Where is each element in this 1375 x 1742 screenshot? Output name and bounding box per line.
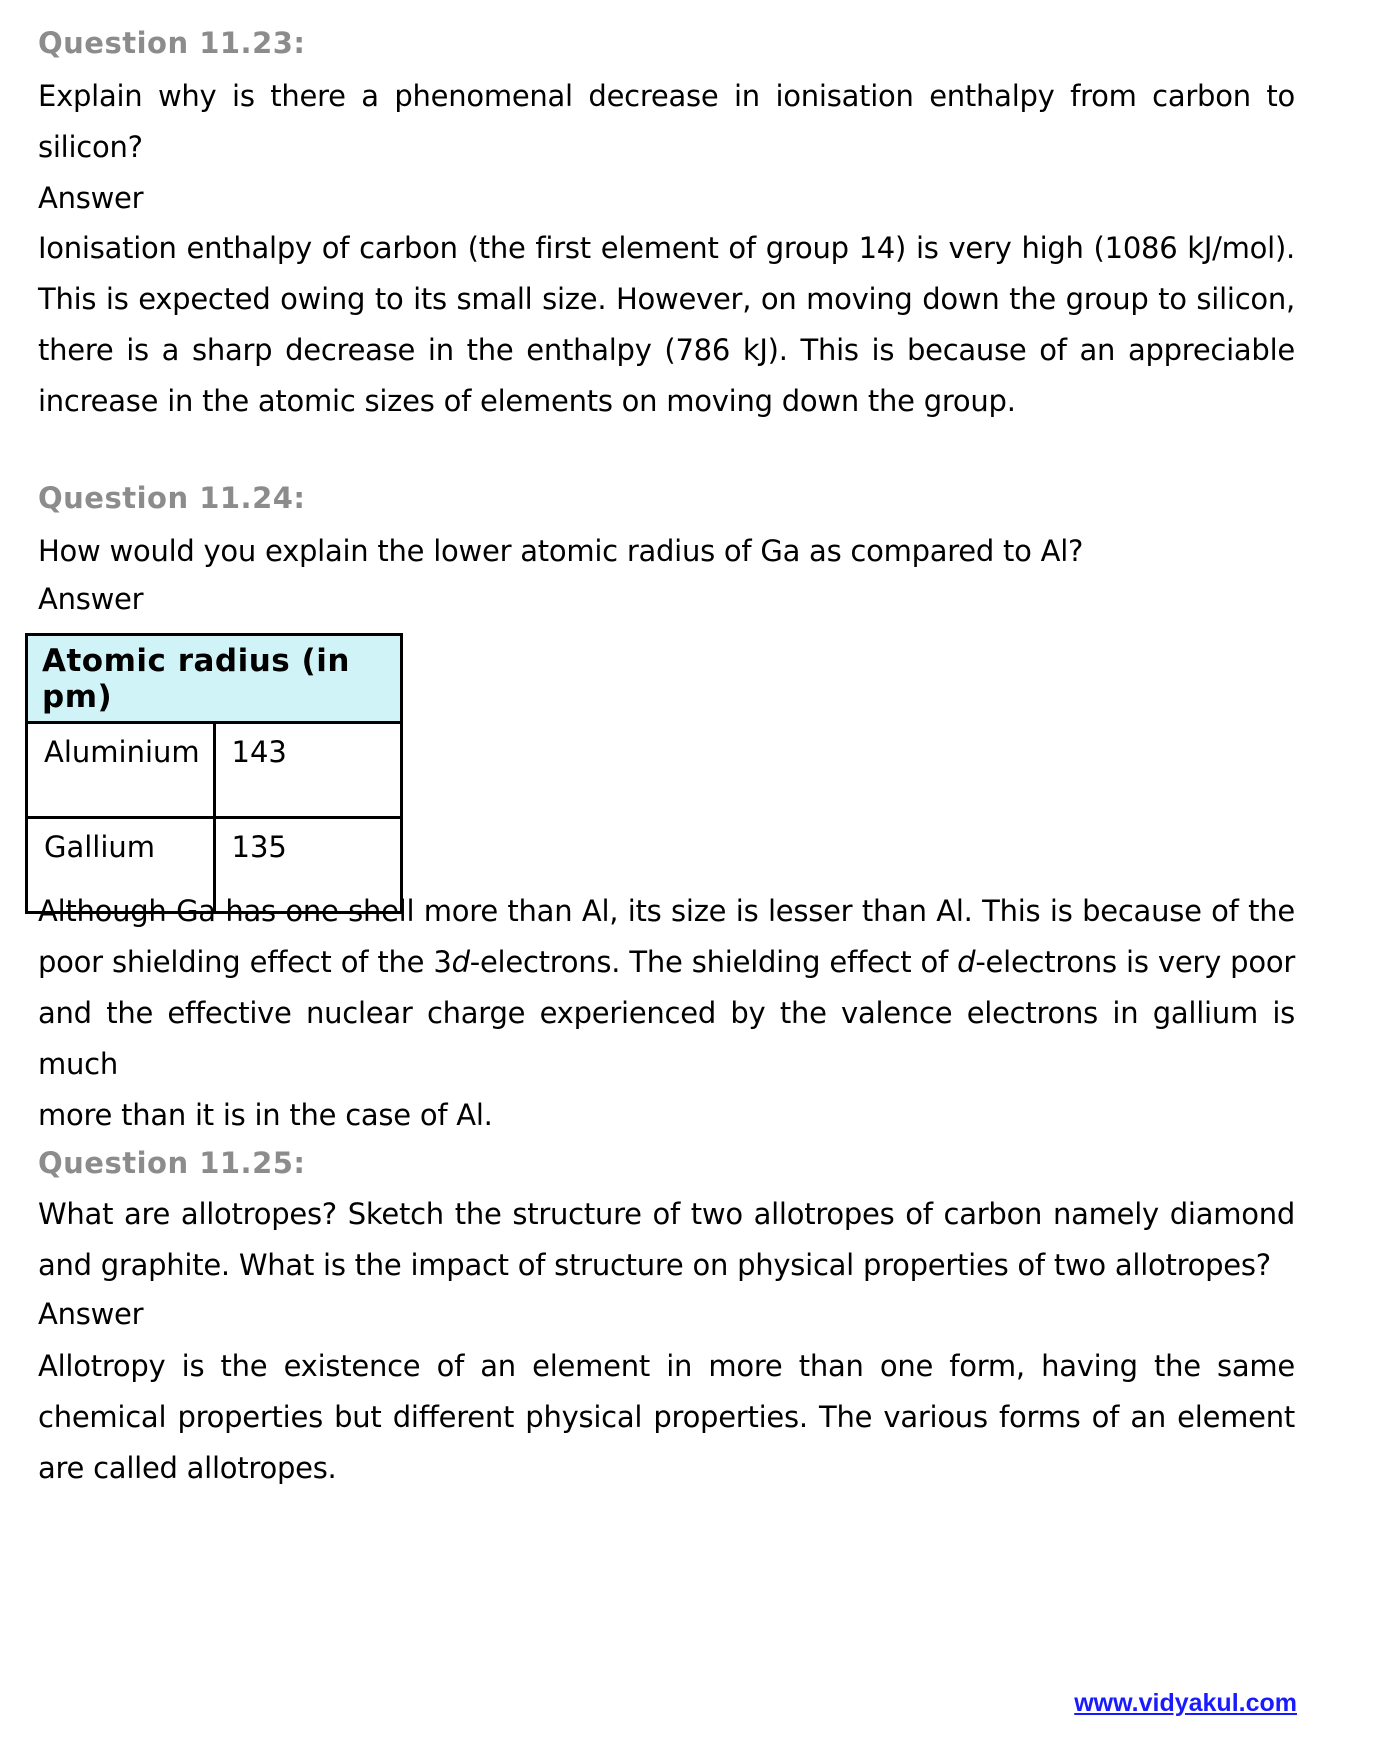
question-line: Explain why is there a phenomenal decrease in ionisation enthalpy from carbon to — [38, 79, 1295, 113]
answer-text — [38, 1341, 1295, 1494]
answer-line: chemical properties but different physical properties. The various forms of an element — [38, 1400, 1295, 1434]
answer-label: Answer — [38, 1297, 144, 1331]
answer-line: and the effective nuclear charge experienced by the valence electrons in gallium is much — [38, 996, 1295, 1081]
answer-line: there is a sharp decrease in the enthalpy (786 kJ). This is because of an appreciable — [38, 333, 1295, 367]
answer-line: are called allotropes. — [38, 1451, 337, 1485]
answer-text — [38, 223, 1295, 427]
table-header-cell: Atomic radius (in pm) — [27, 635, 402, 723]
element-name-cell: Aluminium — [27, 723, 215, 818]
question-text — [38, 71, 1295, 173]
answer-line: Ionisation enthalpy of carbon (the first element of group 14) is very high (1086 kJ/mol). — [38, 231, 1295, 265]
question-line: and graphite. What is the impact of structure on physical properties of two allotropes? — [38, 1248, 1271, 1282]
answer-line: Allotropy is the existence of an element in more than one form, having the same — [38, 1349, 1295, 1383]
table-header-row — [27, 635, 402, 723]
footer-link[interactable]: www.vidyakul.com — [1074, 1689, 1297, 1717]
answer-line: This is expected owing to its small size. However, on moving down the group to silicon, — [38, 282, 1295, 316]
question-heading: Question 11.24: — [38, 481, 306, 515]
answer-line: poor shielding effect of the 3d-electrons. The shielding effect of d-electrons is very poor — [38, 945, 1295, 979]
question-line: What are allotropes? Sketch the structure of two allotropes of carbon namely diamond — [38, 1197, 1295, 1231]
question-heading: Question 11.25: — [38, 1146, 306, 1180]
answer-line: more than it is in the case of Al. — [38, 1098, 493, 1132]
table-row — [27, 723, 402, 818]
answer-line: increase in the atomic sizes of elements on moving down the group. — [38, 384, 1016, 418]
answer-line: Although Ga has one shell more than Al, its size is lesser than Al. This is because of the — [38, 894, 1295, 928]
question-heading: Question 11.23: — [38, 26, 306, 60]
answer-label: Answer — [38, 181, 144, 215]
radius-value-cell: 135 — [214, 818, 402, 913]
element-name-cell: Gallium — [27, 818, 215, 913]
answer-label: Answer — [38, 582, 144, 616]
question-text — [38, 1189, 1295, 1291]
radius-value-cell: 143 — [214, 723, 402, 818]
question-line: How would you explain the lower atomic radius of Ga as compared to Al? — [38, 534, 1084, 568]
answer-text — [38, 886, 1295, 1141]
question-line: silicon? — [38, 130, 143, 164]
question-text — [38, 526, 1295, 577]
atomic-radius-table — [25, 633, 403, 914]
